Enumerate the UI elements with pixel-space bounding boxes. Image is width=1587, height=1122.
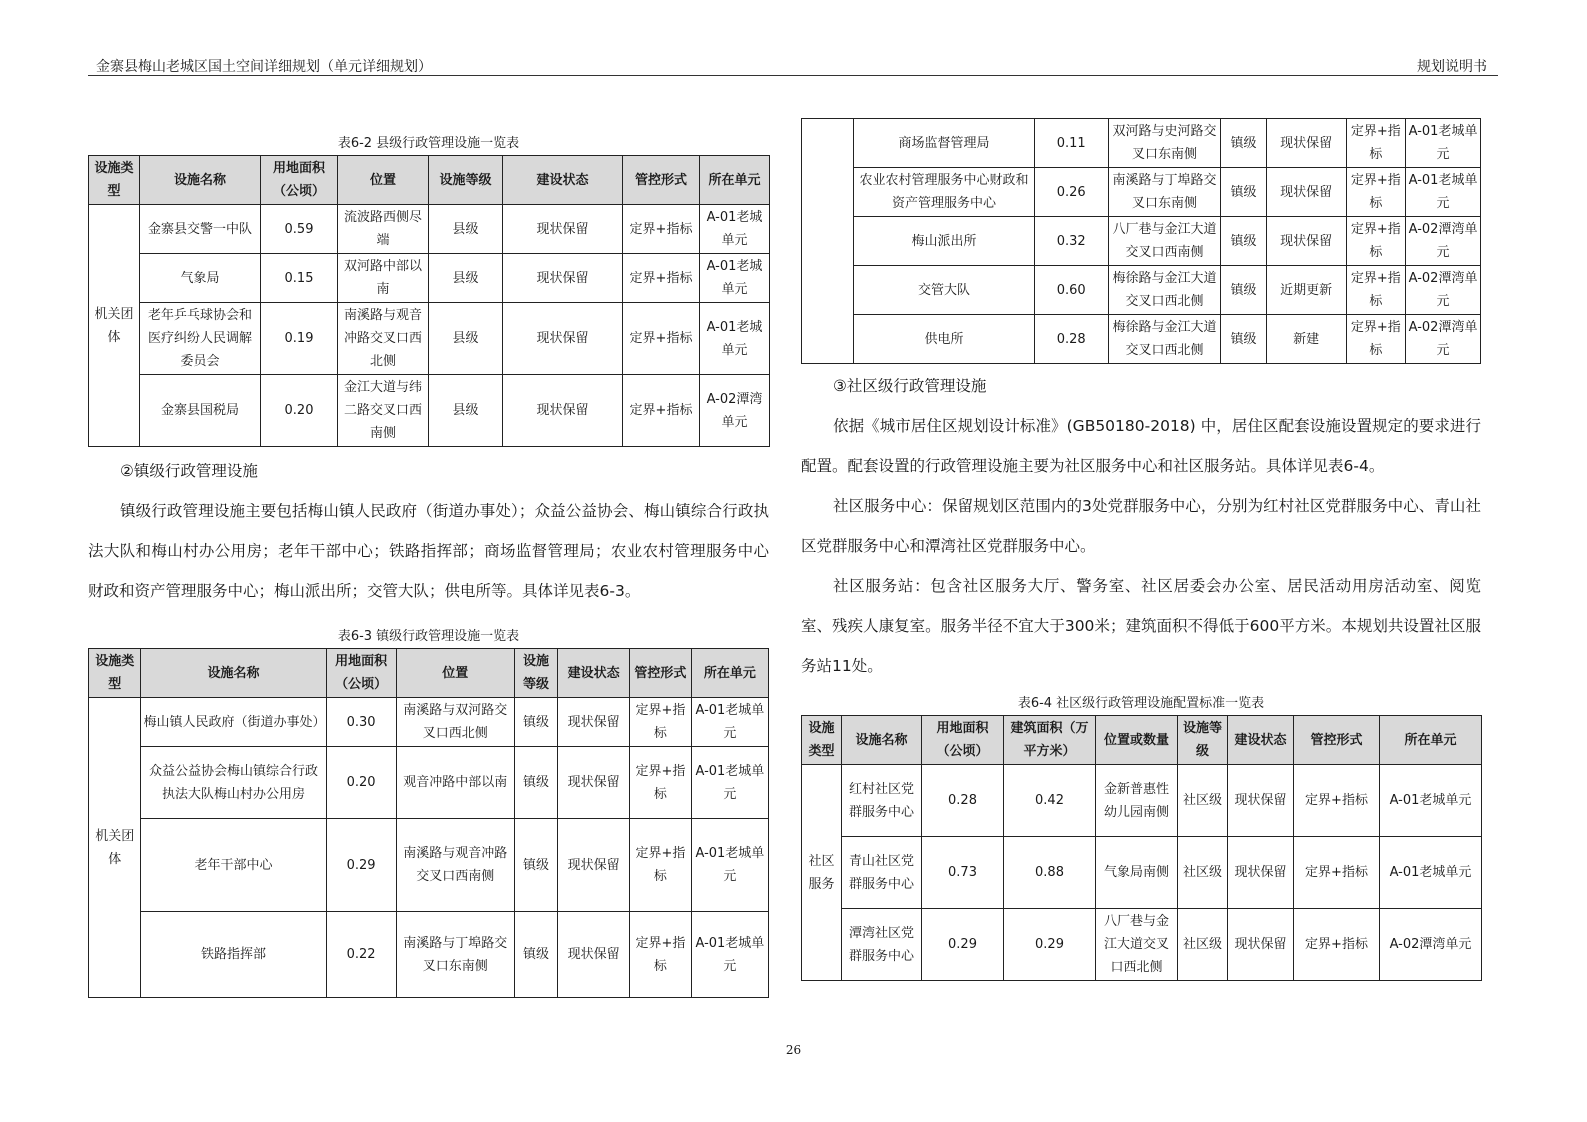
table-cell: 定界+指标 bbox=[1294, 909, 1380, 981]
table-cell: 定界+指标 bbox=[1346, 315, 1405, 364]
table-cell: A-01老城单元 bbox=[691, 747, 768, 819]
table-cell: 0.29 bbox=[1004, 909, 1096, 981]
table64-caption: 表6-4 社区级行政管理设施配置标准一览表 bbox=[1017, 696, 1265, 711]
table-cell: A-02潭湾单元 bbox=[1380, 909, 1482, 981]
table-cell: 镇级 bbox=[1221, 266, 1266, 315]
table-cell: 定界+指标 bbox=[1346, 119, 1405, 168]
table-row bbox=[89, 303, 770, 375]
table-cell: 社区级 bbox=[1178, 909, 1228, 981]
table-cell: 农业农村管理服务中心财政和资产管理服务中心 bbox=[854, 168, 1035, 217]
table-cell: 梅山派出所 bbox=[854, 217, 1035, 266]
table-cell: 潭湾社区党群服务中心 bbox=[842, 909, 922, 981]
category-cell: 机关团体 bbox=[89, 698, 141, 998]
header-cell: 设施类型 bbox=[89, 156, 140, 205]
table-cell: 镇级 bbox=[514, 912, 557, 998]
header-cell: 所在单元 bbox=[691, 649, 768, 698]
table-cell: 双河路中部以南 bbox=[338, 254, 429, 303]
table-cell: 现状保留 bbox=[558, 912, 630, 998]
table-cell: 青山社区党群服务中心 bbox=[842, 837, 922, 909]
table-cell: 0.32 bbox=[1034, 217, 1108, 266]
table-cell: 现状保留 bbox=[1266, 168, 1346, 217]
section2-heading: ②镇级行政管理设施 bbox=[120, 462, 258, 480]
table-cell: 定界+指标 bbox=[623, 375, 700, 447]
table-cell: 现状保留 bbox=[503, 205, 623, 254]
table-cell: 南溪路与观音冲路交叉口西南侧 bbox=[396, 819, 514, 912]
category-cell: 机关团体 bbox=[89, 205, 140, 447]
header-cell: 用地面积（公顷） bbox=[326, 649, 396, 698]
table62 bbox=[88, 155, 770, 447]
category-cell bbox=[802, 119, 854, 364]
table-row bbox=[802, 168, 1481, 217]
table62-caption: 表6-2 县级行政管理设施一览表 bbox=[337, 136, 520, 151]
table-row bbox=[802, 765, 1482, 837]
table-row bbox=[802, 266, 1481, 315]
table-cell: A-02潭湾单元 bbox=[1406, 315, 1481, 364]
table-cell: 定界+指标 bbox=[1346, 266, 1405, 315]
table64-header-row bbox=[802, 716, 1482, 765]
table-cell: A-01老城单元 bbox=[1380, 837, 1482, 909]
table-cell: 镇级 bbox=[1221, 217, 1266, 266]
header-cell: 用地面积（公顷） bbox=[922, 716, 1004, 765]
table-cell: A-01老城单元 bbox=[691, 912, 768, 998]
table-cell: 县级 bbox=[429, 375, 503, 447]
table-cell: 商场监督管理局 bbox=[854, 119, 1035, 168]
section3-paragraph-2: 社区服务中心：保留规划区范围内的3处党群服务中心，分别为红村社区党群服务中心、青山社区党群服务中心和潭湾社区党群服务中心。 bbox=[801, 497, 1481, 555]
table-cell: 0.28 bbox=[1034, 315, 1108, 364]
table-cell: 流波路西侧尽端 bbox=[338, 205, 429, 254]
table-cell: 0.19 bbox=[261, 303, 338, 375]
table-row bbox=[89, 747, 769, 819]
header-rule bbox=[88, 75, 1498, 76]
header-cell: 建筑面积（万平方米） bbox=[1004, 716, 1096, 765]
header-cell: 设施等级 bbox=[429, 156, 503, 205]
category-cell: 社区服务 bbox=[802, 765, 842, 981]
table-cell: 观音冲路中部以南 bbox=[396, 747, 514, 819]
table-cell: 0.28 bbox=[922, 765, 1004, 837]
section3-paragraph-3: 社区服务站：包含社区服务大厅、警务室、社区居委会办公室、居民活动用房活动室、阅览室、残疾人康复室。服务半径不宜大于300米；建筑面积不得低于600平方米。本规划共设置社区服务站11处。 bbox=[801, 577, 1481, 675]
table-cell: 南溪路与观音冲路交叉口西北侧 bbox=[338, 303, 429, 375]
header-cell: 建设状态 bbox=[558, 649, 630, 698]
table-cell: 镇级 bbox=[1221, 119, 1266, 168]
table-cell: 梅徐路与金江大道交叉口西北侧 bbox=[1108, 266, 1221, 315]
header-cell: 管控形式 bbox=[623, 156, 700, 205]
table-cell: 金新普惠性幼儿园南侧 bbox=[1096, 765, 1178, 837]
table-cell: 定界+指标 bbox=[623, 205, 700, 254]
table-cell: 现状保留 bbox=[503, 254, 623, 303]
table-row bbox=[802, 119, 1481, 168]
table-cell: 定界+指标 bbox=[1294, 765, 1380, 837]
table-row bbox=[89, 912, 769, 998]
table-cell: 老年乒乓球协会和医疗纠纷人民调解委员会 bbox=[140, 303, 261, 375]
table63-continued bbox=[801, 118, 1481, 364]
header-cell: 位置 bbox=[396, 649, 514, 698]
table-cell: 定界+指标 bbox=[630, 698, 692, 747]
page-number: 26 bbox=[785, 1043, 802, 1057]
table-cell: 定界+指标 bbox=[630, 819, 692, 912]
header-cell: 设施等级 bbox=[1178, 716, 1228, 765]
document-title: 金寨县梅山老城区国土空间详细规划（单元详细规划） bbox=[96, 59, 432, 75]
right-column bbox=[801, 118, 1481, 981]
section3-heading: ③社区级行政管理设施 bbox=[833, 377, 987, 395]
table-row bbox=[89, 375, 770, 447]
table-cell: A-01老城单元 bbox=[1406, 168, 1481, 217]
table-cell: 县级 bbox=[429, 254, 503, 303]
table-cell: 定界+指标 bbox=[630, 747, 692, 819]
table-cell: 0.59 bbox=[261, 205, 338, 254]
header-cell: 建设状态 bbox=[1228, 716, 1294, 765]
header-cell: 用地面积（公顷） bbox=[261, 156, 338, 205]
table-cell: 现状保留 bbox=[503, 375, 623, 447]
table-cell: 定界+指标 bbox=[1346, 217, 1405, 266]
table-cell: 镇级 bbox=[514, 819, 557, 912]
table-cell: A-02潭湾单元 bbox=[1406, 217, 1481, 266]
header-cell: 位置 bbox=[338, 156, 429, 205]
table-cell: 梅徐路与金江大道交叉口西北侧 bbox=[1108, 315, 1221, 364]
table-cell: 铁路指挥部 bbox=[141, 912, 326, 998]
header-cell: 设施名称 bbox=[842, 716, 922, 765]
table-row bbox=[802, 837, 1482, 909]
header-cell: 设施类型 bbox=[802, 716, 842, 765]
table-cell: 现状保留 bbox=[558, 819, 630, 912]
table-cell: 镇级 bbox=[1221, 315, 1266, 364]
table-cell: 八厂巷与金江大道交叉口西北侧 bbox=[1096, 909, 1178, 981]
header-cell: 所在单元 bbox=[700, 156, 770, 205]
header-cell: 管控形式 bbox=[630, 649, 692, 698]
table-cell: 现状保留 bbox=[1228, 837, 1294, 909]
table-cell: 交管大队 bbox=[854, 266, 1035, 315]
table-cell: 新建 bbox=[1266, 315, 1346, 364]
table-cell: 定界+指标 bbox=[1346, 168, 1405, 217]
table-row bbox=[802, 217, 1481, 266]
table-cell: 0.20 bbox=[326, 747, 396, 819]
table-cell: 现状保留 bbox=[558, 747, 630, 819]
table-cell: 现状保留 bbox=[558, 698, 630, 747]
table-cell: 梅山镇人民政府（街道办事处） bbox=[141, 698, 326, 747]
table-cell: 0.11 bbox=[1034, 119, 1108, 168]
table63-header-row bbox=[89, 649, 769, 698]
table-row bbox=[89, 698, 769, 747]
table-cell: A-01老城单元 bbox=[700, 205, 770, 254]
table-row bbox=[89, 254, 770, 303]
table63 bbox=[88, 648, 769, 998]
table-cell: 0.29 bbox=[326, 819, 396, 912]
table-cell: 南溪路与丁埠路交叉口东南侧 bbox=[396, 912, 514, 998]
table-cell: A-01老城单元 bbox=[691, 819, 768, 912]
table-row bbox=[802, 315, 1481, 364]
table-cell: 金江大道与纬二路交叉口西南侧 bbox=[338, 375, 429, 447]
table-cell: A-02潭湾单元 bbox=[700, 375, 770, 447]
table-cell: 金寨县国税局 bbox=[140, 375, 261, 447]
table-cell: 定界+指标 bbox=[623, 303, 700, 375]
header-cell: 位置或数量 bbox=[1096, 716, 1178, 765]
table-row bbox=[89, 205, 770, 254]
table-cell: 气象局 bbox=[140, 254, 261, 303]
header-cell: 建设状态 bbox=[503, 156, 623, 205]
table-cell: 县级 bbox=[429, 205, 503, 254]
table-cell: 双河路与史河路交叉口东南侧 bbox=[1108, 119, 1221, 168]
table-cell: 社区级 bbox=[1178, 837, 1228, 909]
table-cell: 八厂巷与金江大道交叉口西南侧 bbox=[1108, 217, 1221, 266]
table-cell: 0.73 bbox=[922, 837, 1004, 909]
table64 bbox=[801, 715, 1482, 981]
table-cell: A-01老城单元 bbox=[700, 254, 770, 303]
header-cell: 设施名称 bbox=[141, 649, 326, 698]
table-cell: 老年干部中心 bbox=[141, 819, 326, 912]
table-cell: 0.29 bbox=[922, 909, 1004, 981]
table-cell: 众益公益协会梅山镇综合行政执法大队梅山村办公用房 bbox=[141, 747, 326, 819]
table-cell: 0.15 bbox=[261, 254, 338, 303]
table-cell: 南溪路与丁埠路交叉口东南侧 bbox=[1108, 168, 1221, 217]
table-cell: 现状保留 bbox=[1228, 909, 1294, 981]
table-cell: 0.42 bbox=[1004, 765, 1096, 837]
table-cell: 镇级 bbox=[1221, 168, 1266, 217]
table-row bbox=[89, 819, 769, 912]
table-cell: 0.26 bbox=[1034, 168, 1108, 217]
header-cell: 所在单元 bbox=[1380, 716, 1482, 765]
table-cell: 现状保留 bbox=[1228, 765, 1294, 837]
header-cell: 管控形式 bbox=[1294, 716, 1380, 765]
table-cell: 金寨县交警一中队 bbox=[140, 205, 261, 254]
table-cell: 定界+指标 bbox=[1294, 837, 1380, 909]
table-cell: A-01老城单元 bbox=[1406, 119, 1481, 168]
table-cell: A-01老城单元 bbox=[700, 303, 770, 375]
table-cell: 0.60 bbox=[1034, 266, 1108, 315]
table-cell: 社区级 bbox=[1178, 765, 1228, 837]
left-column bbox=[88, 132, 769, 998]
section3-paragraph-1: 依据《城市居住区规划设计标准》(GB50180-2018) 中，居住区配套设施设置规定的要求进行配置。配套设置的行政管理设施主要为社区服务中心和社区服务站。具体详见表6-4。 bbox=[801, 417, 1481, 475]
table-cell: 气象局南侧 bbox=[1096, 837, 1178, 909]
table-cell: 定界+指标 bbox=[623, 254, 700, 303]
table-cell: 现状保留 bbox=[1266, 217, 1346, 266]
table-cell: 现状保留 bbox=[1266, 119, 1346, 168]
table-cell: A-01老城单元 bbox=[1380, 765, 1482, 837]
table-cell: 定界+指标 bbox=[630, 912, 692, 998]
table-row bbox=[802, 909, 1482, 981]
table-cell: 县级 bbox=[429, 303, 503, 375]
header-cell: 设施类型 bbox=[89, 649, 141, 698]
section2-paragraph: 镇级行政管理设施主要包括梅山镇人民政府（街道办事处）；众益公益协会、梅山镇综合行政执法大队和梅山村办公用房；老年干部中心；铁路指挥部；商场监督管理局；农业农村管理服务中心财政和资产管理服务中心；梅山派出所；交管大队；供电所等。具体详见表6-3。 bbox=[88, 502, 769, 600]
table62-header-row bbox=[89, 156, 770, 205]
table-cell: A-01老城单元 bbox=[691, 698, 768, 747]
table-cell: A-02潭湾单元 bbox=[1406, 266, 1481, 315]
header-cell: 设施等级 bbox=[514, 649, 557, 698]
header-cell: 设施名称 bbox=[140, 156, 261, 205]
table-cell: 红村社区党群服务中心 bbox=[842, 765, 922, 837]
table-cell: 现状保留 bbox=[503, 303, 623, 375]
table-cell: 镇级 bbox=[514, 698, 557, 747]
table-cell: 0.22 bbox=[326, 912, 396, 998]
table-cell: 0.30 bbox=[326, 698, 396, 747]
table-cell: 0.88 bbox=[1004, 837, 1096, 909]
table63-caption: 表6-3 镇级行政管理设施一览表 bbox=[337, 629, 520, 644]
table-cell: 供电所 bbox=[854, 315, 1035, 364]
table-cell: 南溪路与双河路交叉口西北侧 bbox=[396, 698, 514, 747]
table-cell: 镇级 bbox=[514, 747, 557, 819]
table-cell: 近期更新 bbox=[1266, 266, 1346, 315]
document-type: 规划说明书 bbox=[1417, 59, 1487, 75]
table-cell: 0.20 bbox=[261, 375, 338, 447]
